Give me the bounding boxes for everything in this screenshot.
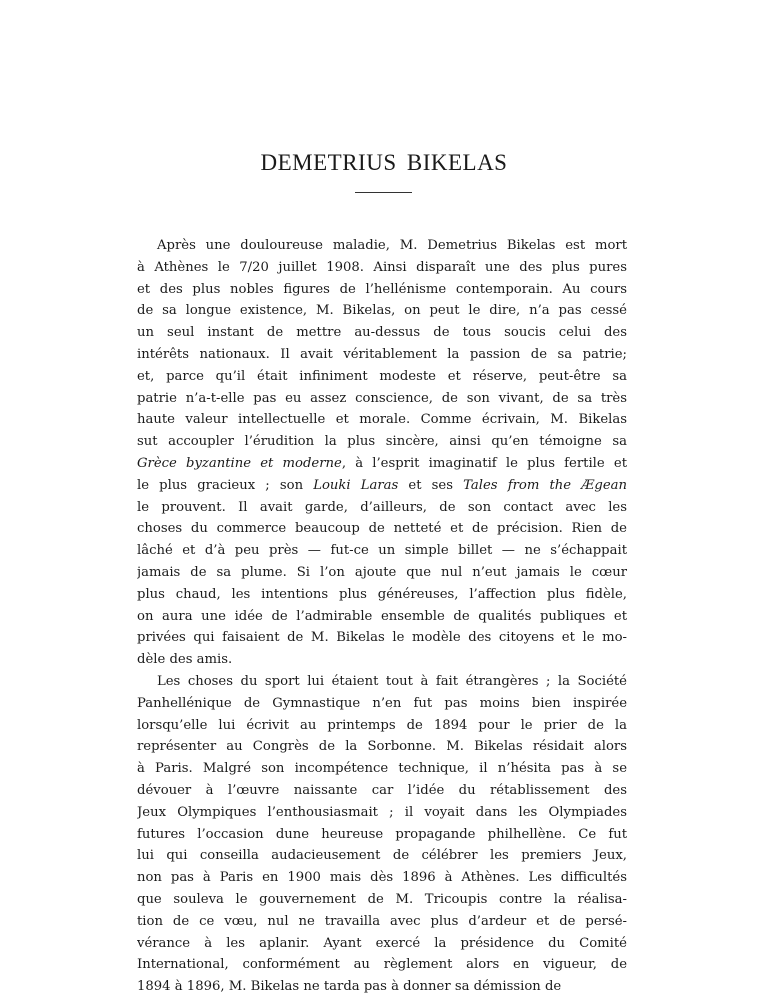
text-line: choses du commerce beaucoup de netteté et de précision. Rien de [137, 521, 627, 537]
text-line: lâché et d’à peu près — fut-ce un simple billet — ne s’échappait [137, 543, 627, 559]
text-line: sut accoupler l’érudition la plus sincère, ainsi qu’en témoigne sa [137, 434, 627, 450]
text-line: vérance à les aplanir. Ayant exercé la présidence du Comité [137, 935, 627, 951]
text-line: plus chaud, les intentions plus généreuses, l’affection plus fidèle, [137, 586, 627, 602]
text-line: et des plus nobles figures de l’hellénisme contemporain. Au cours [137, 281, 627, 297]
text-line: lui qui conseilla audacieusement de célébrer les premiers Jeux, [137, 848, 627, 864]
text-line: à Athènes le 7/20 juillet 1908. Ainsi disparaît une des plus pures [137, 259, 627, 275]
text-line: International, conformément au règlement alors en vigueur, de [137, 957, 627, 973]
text-line: dèle des amis. [137, 652, 233, 668]
text-line: patrie n’a-t-elle pas eu assez conscience, de son vivant, de sa très [137, 390, 627, 406]
text-line: Grèce byzantine et moderne, à l’esprit imaginatif le plus fertile et [137, 455, 627, 471]
article-body [137, 235, 627, 998]
text-line: Jeux Olympiques l’enthousiasmait ; il voyait dans les Olympiades [137, 804, 627, 820]
text-line: Les choses du sport lui étaient tout à fait étrangères ; la Société [157, 673, 627, 689]
text-line: on aura une idée de l’admirable ensemble de qualités publiques et [137, 608, 627, 624]
text-line: tion de ce vœu, nul ne travailla avec plus d’ardeur et de persé- [137, 913, 627, 929]
text-line: le prouvent. Il avait garde, d’ailleurs, de son contact avec les [137, 499, 627, 515]
text-line: et, parce qu’il était infiniment modeste et réserve, peut-être sa [137, 368, 627, 384]
text-line: le plus gracieux ; son Louki Laras et ses Tales from the Ægean [137, 477, 627, 493]
text-line: futures l’occasion dune heureuse propagande philhellène. Ce fut [137, 826, 627, 842]
text-line: de sa longue existence, M. Bikelas, on peut le dire, n’a pas cessé [137, 303, 627, 319]
text-line: un seul instant de mettre au-dessus de tous soucis celui des [137, 325, 627, 341]
page-title: DEMETRIUS BIKELAS [260, 150, 508, 175]
text-line: représenter au Congrès de la Sorbonne. M. Bikelas résidait alors [137, 739, 627, 755]
text-line: 1894 à 1896, M. Bikelas ne tarda pas à donner sa démission de [137, 979, 562, 995]
text-line: haute valeur intellectuelle et morale. Comme écrivain, M. Bikelas [137, 412, 627, 428]
text-line: Panhellénique de Gymnastique n’en fut pas moins bien inspirée [137, 695, 627, 711]
text-line: que souleva le gouvernement de M. Tricoupis contre la réalisa- [137, 891, 627, 907]
text-line: intérêts nationaux. Il avait véritablement la passion de sa patrie; [137, 346, 627, 362]
text-line: non pas à Paris en 1900 mais dès 1896 à Athènes. Les difficultés [137, 870, 627, 886]
text-line: à Paris. Malgré son incompétence technique, il n’hésita pas à se [137, 761, 627, 777]
text-line: Après une douloureuse maladie, M. Demetrius Bikelas est mort [157, 238, 627, 253]
text-line: privées qui faisaient de M. Bikelas le modèle des citoyens et le mo- [137, 630, 627, 646]
text-line: lorsqu’elle lui écrivit au printemps de 1894 pour le prier de la [137, 717, 627, 733]
text-line: jamais de sa plume. Si l’on ajoute que nul n’eut jamais le cœur [137, 564, 627, 580]
title-divider [355, 192, 412, 193]
text-line: dévouer à l’œuvre naissante car l’idée du rétablissement des [137, 782, 627, 798]
